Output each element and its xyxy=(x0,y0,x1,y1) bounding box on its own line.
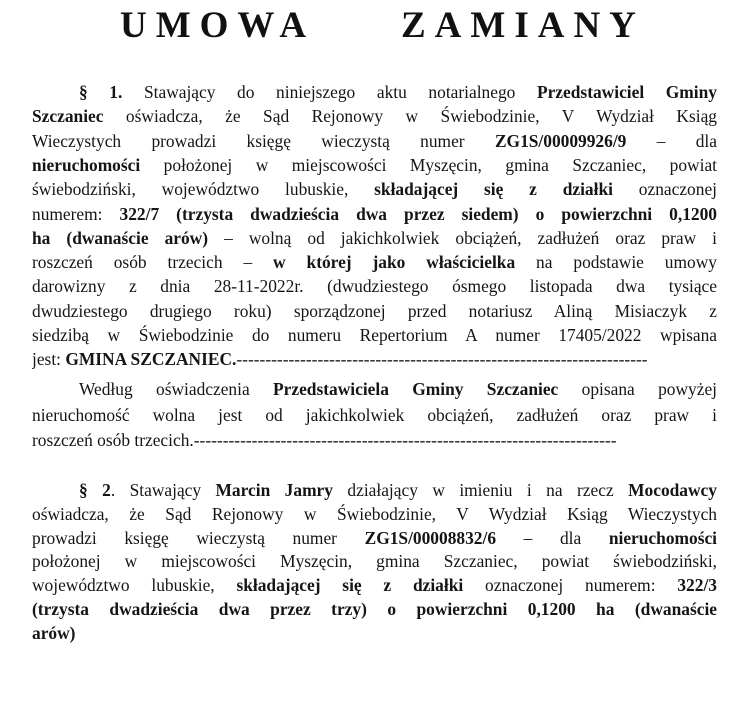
text-run: oświadcza, że Sąd Rejonowy w Świebodzinie, V Wydział Ksiąg Wieczystych xyxy=(32,503,717,524)
text-run: jest: xyxy=(32,349,66,370)
bold-text-run: składającej się z działki xyxy=(236,575,464,596)
text-run: . Stawający xyxy=(110,480,216,500)
text-run: roszczeń osób trzecich – xyxy=(32,252,274,273)
bold-text-run: GMINA SZCZANIEC. xyxy=(65,349,237,370)
bold-text-run: składającej się z działki xyxy=(374,179,613,200)
text-run: – dla xyxy=(626,130,717,151)
bold-text-run: Mocodawcy xyxy=(628,480,717,500)
text-line xyxy=(32,526,717,550)
text-run: województwo lubuskie, xyxy=(32,575,237,596)
text-line xyxy=(32,177,717,201)
text-line xyxy=(32,621,717,645)
text-run: świebodziński, województwo lubuskie, xyxy=(32,179,375,200)
text-run: oświadcza, że Sąd Rejonowy w Świebodzinie, V Wydział Ksiąg xyxy=(103,106,717,127)
text-line xyxy=(32,428,717,452)
bold-text-run: Szczaniec xyxy=(32,106,104,127)
bold-text-run: 322/7 (trzysta dwadzieścia dwa przez siedem) o powierzchni 0,1200 xyxy=(119,203,717,224)
text-line xyxy=(32,226,717,250)
bold-text-run: 322/3 xyxy=(677,575,717,596)
bold-text-run: ha (dwanaście arów) xyxy=(32,227,209,248)
text-run: na podstawie umowy xyxy=(515,252,717,273)
text-line xyxy=(32,274,717,298)
title-word-umowa: UMOWA xyxy=(120,5,316,46)
title-word-zamiany: ZAMIANY xyxy=(401,5,645,46)
text-line xyxy=(32,129,717,153)
text-line xyxy=(32,299,717,323)
text-line xyxy=(32,549,717,573)
document-title xyxy=(0,4,737,54)
text-run: położonej w miejscowości Myszęcin, gmina Szczaniec, powiat xyxy=(140,154,717,175)
text-line xyxy=(32,597,717,621)
bold-text-run: Przedstawiciel Gminy xyxy=(536,82,717,102)
bold-text-run: w której jako właścicielka xyxy=(273,252,516,273)
text-run: dwudziestego drugiego roku) sporządzonej przed notariusz Aliną Misiaczyk z xyxy=(32,300,717,321)
text-run: nieruchomość wolna jest od jakichkolwiek obciążeń, zadłużeń oraz praw i xyxy=(32,404,717,425)
text-run: oznaczonej numerem: xyxy=(463,575,678,596)
bold-text-run: Przedstawiciela Gminy Szczaniec xyxy=(273,379,559,399)
text-run: działający w imieniu i na rzecz xyxy=(332,480,629,500)
bold-text-run: nieruchomości xyxy=(32,154,141,175)
text-run: ----------------------------------------------------------------------- xyxy=(236,349,648,370)
text-run: siedzibą w Świebodzinie do numeru Repertorium A numer 17405/2022 wpisana xyxy=(32,325,717,345)
text-run: – wolną od jakichkolwiek obciążeń, zadłużeń oraz praw i xyxy=(208,227,717,248)
text-run: Stawający do niniejszego aktu notarialnego xyxy=(122,82,537,102)
text-line xyxy=(32,153,717,177)
text-line xyxy=(32,403,717,427)
text-run: – dla xyxy=(496,527,609,548)
text-run: numerem: xyxy=(32,203,120,224)
text-line xyxy=(32,502,717,526)
text-run: darowizny z dnia 28-11-2022r. (dwudziestego ósmego listopada dwa tysiące xyxy=(32,276,717,297)
text-line xyxy=(32,104,717,128)
text-line xyxy=(32,202,717,226)
text-line xyxy=(32,347,717,371)
bold-text-run: Marcin Jamry xyxy=(215,480,333,500)
bold-text-run: nieruchomości xyxy=(608,527,717,548)
text-run: roszczeń osób trzecich.------------------------------------------------------------------------- xyxy=(32,430,617,450)
bold-text-run: (trzysta dwadzieścia dwa przez trzy) o powierzchni 0,1200 ha (dwanaście xyxy=(32,599,717,619)
text-run: prowadzi księgę wieczystą numer xyxy=(32,527,365,548)
text-line xyxy=(32,323,717,347)
text-line xyxy=(32,573,717,597)
bold-text-run: ZG1S/00009926/9 xyxy=(494,130,627,151)
text-line xyxy=(79,478,717,502)
text-run: oznaczonej xyxy=(612,179,717,200)
bold-text-run: arów) xyxy=(32,622,76,643)
text-run: opisana powyżej xyxy=(558,379,717,399)
text-line xyxy=(32,250,717,274)
text-run: Wieczystych prowadzi księgę wieczystą numer xyxy=(32,130,495,151)
bold-text-run: § 2 xyxy=(79,480,111,500)
text-run: Według oświadczenia xyxy=(79,379,274,399)
text-run: położonej w miejscowości Myszęcin, gmina Szczaniec, powiat świebodziński, xyxy=(32,551,717,572)
text-line xyxy=(79,377,717,401)
bold-text-run: § 1. xyxy=(79,82,123,102)
bold-text-run: ZG1S/00008832/6 xyxy=(364,527,497,548)
text-line xyxy=(79,80,717,104)
